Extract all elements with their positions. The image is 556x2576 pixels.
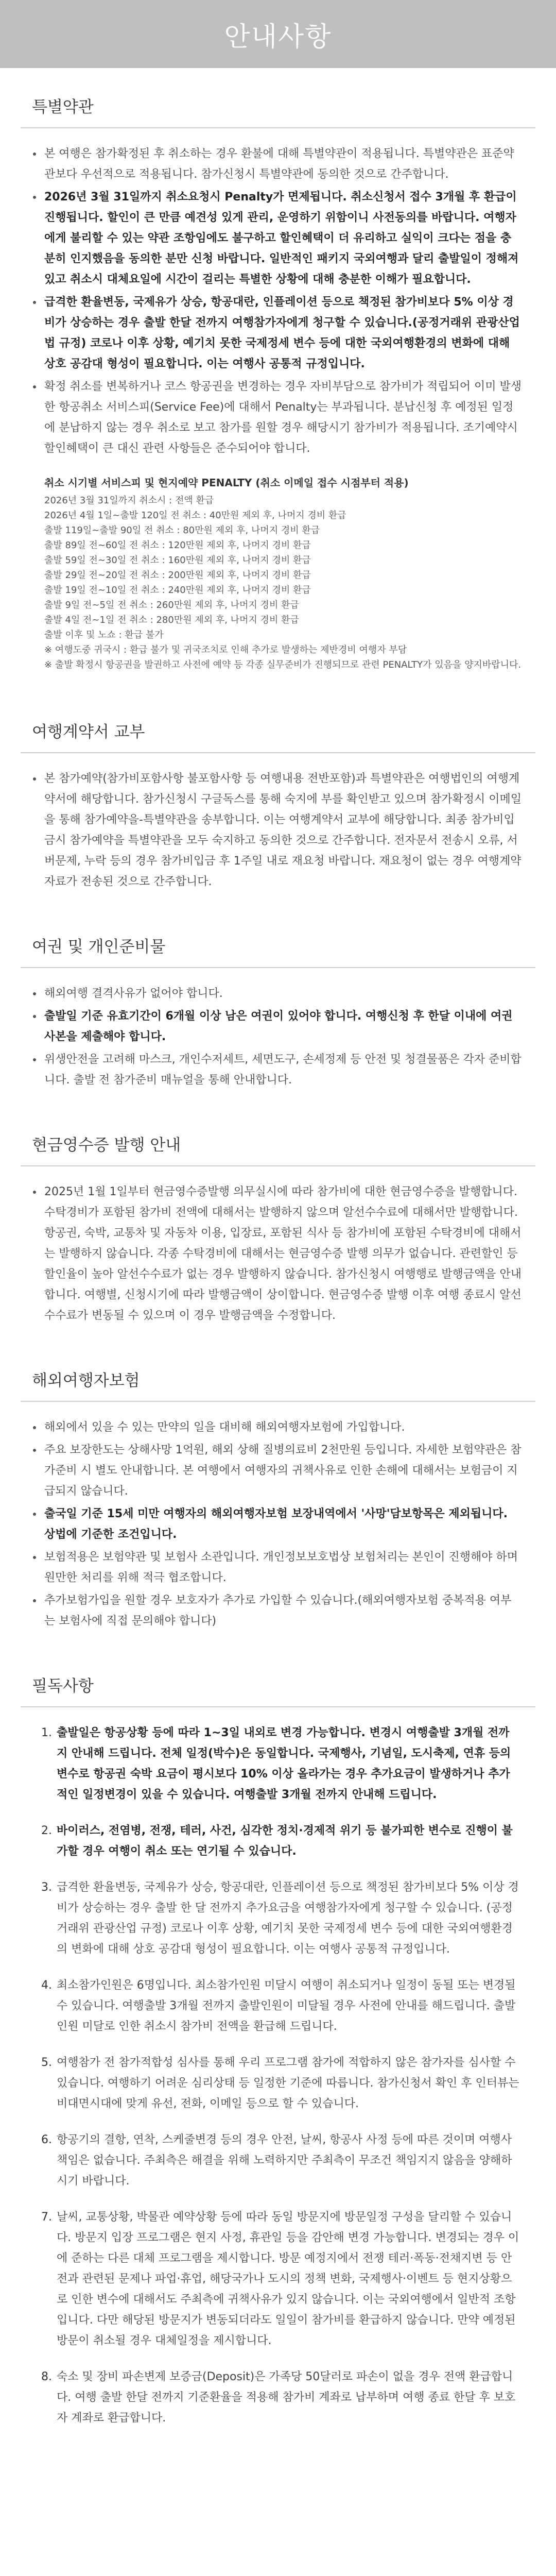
list-item: 주요 보장한도는 상해사망 1억원, 해외 상해 질병의료비 2천만원 등입니다. 자세한 보험약관은 참가준비 시 별도 안내합니다. 본 여행에서 여행자의 귀책사유로 인한 손해에 대해서는 보험금이 지급되지 않습니다.: [44, 1440, 522, 1502]
section-heading: 필독사항: [21, 1673, 535, 1707]
section-heading: 여권 및 개인준비물: [21, 934, 535, 968]
penalty-table: [21, 461, 535, 672]
list-item: 6. 항공기의 결항, 연착, 스케줄변경 등의 경우 안전, 날씨, 항공사 사정 등에 따른 것이며 여행사 책임은 없습니다. 주최측은 해결을 위해 노력하지만 주최측이 무조건 책임지지 않음을 양해하시기 바랍니다.: [41, 2133, 512, 2188]
penalty-line: 출발 89일 전~60일 전 취소 : 120만원 제외 후, 나머지 경비 환급: [44, 540, 311, 551]
penalty-line: 출발 9일 전~5일 전 취소 : 260만원 제외 후, 나머지 경비 환급: [44, 600, 299, 611]
penalty-note: ※ 여행도중 귀국시 : 환급 불가 및 귀국조치로 인해 추가로 발생하는 제반경비 여행자 부담: [44, 645, 407, 655]
list-item: 출국일 기준 15세 미만 여행자의 해외여행자보험 보장내역에서 '사망'담보항목은 제외됩니다. 상법에 기준한 조건입니다.: [44, 1504, 522, 1545]
passport-section: [0, 934, 556, 1091]
list-item: 1. 출발일은 항공상황 등에 따라 1~3일 내외로 변경 가능합니다. 변경시 여행출발 3개월 전까지 안내해 드립니다. 전체 일정(박수)은 동일합니다. 국제행사, 기념일, 도시축제, 연휴 등의 변수로 항공권 숙박 요금이 평시보다 10% 이상 올라가는 경우 추가요금이 발생하거나 추가적인 일정변경이 있을 수 있습니다. 여행출발 3개월 전까지 안내해 드립니다.: [41, 1726, 511, 1801]
list-item: 급격한 환율변동, 국제유가 상승, 항공대란, 인플레이션 등으로 책정된 참가비보다 5% 이상 경비가 상승하는 경우 출발 한달 전까지 여행참가자에게 청구할 수 있습니다.(공정거래위 관광산업법 규정) 코로나 이후 상황, 예기치 못한 국제정세 변수 등에 대한 국외여행환경의 변화에 대해 상호 공감대 형성이 필요합니다. 이는 여행사 공통적 규정입니다.: [44, 292, 522, 375]
section-heading: 특별약관: [21, 94, 535, 128]
list-item: 확정 취소를 변복하거나 코스 항공권을 변경하는 경우 자비부담으로 참가비가 적립되어 이미 발생한 항공취소 서비스피(Service Fee)에 대해서 Penalty는 부과됩니다. 분납신청 후 예정된 일정에 분납하지 않는 경우 취소로 보고 참가를 원할 경우 해당시기 참가비가 적용됩니다. 조기예약시 할인혜택이 큰 대신 관련 사항들은 준수되어야 합니다.: [44, 377, 522, 459]
notices-section: [0, 1673, 556, 2429]
list-item: 해외여행 결격사유가 없어야 합니다.: [44, 984, 522, 1004]
bullet-list: [21, 769, 535, 892]
contract-section: [0, 719, 556, 892]
bullet-list: [21, 1417, 535, 1632]
list-item: 5. 여행참가 전 참가적합성 심사를 통해 우리 프로그램 참가에 적합하지 않은 참가자를 심사할 수 있습니다. 여행하기 어려운 심리상태 등 일정한 기준에 따릅니다. 참가신청서 확인 후 인터뷰는 비대면시대에 맞게 유선, 전화, 이메일 등으로 할 수 있습니다.: [41, 2056, 519, 2110]
bullet-list: [21, 144, 535, 459]
penalty-line: 출발 19일 전~10일 전 취소 : 240만원 제외 후, 나머지 경비 환급: [44, 585, 311, 596]
penalty-line: 2026년 3월 31일까지 취소시 : 전액 환급: [44, 495, 214, 506]
list-item: 본 참가예약(참가비포함사항 불포함사항 등 여행내용 전반포함)과 특별약관은 여행법인의 여행계약서에 해당합니다. 참가신청시 구글독스를 통해 숙지에 부를 확인받고 있으며 참가확정시 이메일을 통해 참가예약을-특별약관을 송부합니다. 이는 여행계약서 교부에 해당합니다. 최종 참가비입금시 참가예약을 특별약관을 모두 숙지하고 동의한 것으로 간주합니다. 전자문서 전송시 오류, 서버문제, 누락 등의 경우 참가비입금 후 1주일 내로 재요청 바랍니다. 재요청이 없는 경우 여행계약 자료가 전송된 것으로 간주합니다.: [44, 769, 522, 892]
section-heading: 현금영수증 발행 안내: [21, 1132, 535, 1166]
penalty-line: 출발 59일 전~30일 전 취소 : 160만원 제외 후, 나머지 경비 환급: [44, 555, 311, 566]
list-item: 7. 날씨, 교통상황, 박물관 예약상황 등에 따라 동일 방문지에 방문일정 구성을 달리할 수 있습니다. 방문지 입장 프로그램은 현지 사정, 휴관일 등을 감안해 변경 가능합니다. 변경되는 경우 이에 준하는 다른 대체 프로그램을 제시합니다. 방문 예정지에서 전쟁 테러·폭동·전채지변 등 안전과 관련된 문제나 파업·휴업, 해당국가나 도시의 정책 변화, 국제행사·이벤트 등 현지상황으로 인한 변수에 대해서도 주최측에 귀책사유가 있지 않습니다. 이는 국외여행에서 일반적 조항입니다. 다만 해당된 방문지가 변동되더라도 일일이 참가비를 환급하지 않습니다. 만약 예정된 방문이 취소될 경우 대체일정을 제시합니다.: [41, 2211, 519, 2347]
numbered-list: [21, 1723, 535, 2429]
section-heading: 여행계약서 교부: [21, 719, 535, 753]
penalty-title: 취소 시기별 서비스피 및 현지예약 PENALTY (취소 이메일 접수 시점부터 적용): [44, 477, 409, 489]
title-banner: [0, 0, 556, 68]
bullet-list: [21, 1182, 535, 1326]
list-item: 해외에서 있을 수 있는 만약의 일을 대비해 해외여행자보험에 가입합니다.: [44, 1417, 522, 1438]
list-item: 위생안전을 고려해 마스크, 개인수저세트, 세면도구, 손세정제 등 안전 및 청결물품은 각자 준비합니다. 출발 전 참가준비 매뉴얼을 통해 안내합니다.: [44, 1049, 522, 1091]
bullet-list: [21, 984, 535, 1091]
list-item: 8. 숙소 및 장비 파손변제 보증금(Deposit)은 가족당 50달러로 파손이 없을 경우 전액 환급합니다. 여행 출발 한달 전까지 기준환율을 적용해 참가비 계좌로 납부하며 여행 종료 한달 후 보호자 계좌로 환급합니다.: [41, 2370, 516, 2425]
special-terms-section: [0, 94, 556, 672]
list-item: 본 여행은 참가확정된 후 취소하는 경우 환불에 대해 특별약관이 적용됩니다. 특별약관은 표준약관보다 우선적으로 적용됩니다. 참가신청시 특별약관에 동의한 것으로 간주합니다.: [44, 144, 522, 185]
section-heading: 해외여행자보험: [21, 1367, 535, 1402]
list-item: 2026년 3월 31일까지 취소요청시 Penalty가 면제됩니다. 취소신청서 접수 3개월 후 환급이 진행됩니다. 할인이 큰 만큼 예견성 있게 관리, 운영하기 위함이니 사전동의를 바랍니다. 여행자에게 불리할 수 있는 약관 조항임에도 불구하고 할인혜택이 더 유리하고 실익이 크다는 점을 충분히 인지했음을 동의한 분만 신청 바랍니다. 일반적인 패키지 국외여행과 달리 출발일이 정해져 있고 취소시 대체요일에 시간이 걸리는 특별한 상황에 대해 충분한 이해가 필요합니다.: [44, 187, 522, 290]
page-title: 안내사항: [224, 21, 332, 53]
list-item: 추가보험가입을 원할 경우 보호자가 추가로 가입할 수 있습니다.(해외여행자보험 중복적용 여부는 보험사에 직접 문의해야 합니다): [44, 1590, 522, 1632]
list-item: 출발일 기준 유효기간이 6개월 이상 남은 여권이 있어야 합니다. 여행신청 후 한달 이내에 여권사본을 제출해야 합니다.: [44, 1006, 522, 1047]
penalty-line: 출발 4일 전~1일 전 취소 : 280만원 제외 후, 나머지 경비 환급: [44, 615, 299, 625]
penalty-note: ※ 출발 확정시 항공권을 발권하고 사전에 예약 등 각종 실무준비가 진행되므로 관련 PENALTY가 있음을 양지바랍니다.: [44, 659, 522, 670]
list-item: 4. 최소참가인원은 6명입니다. 최소참가인원 미달시 여행이 취소되거나 일정이 동될 또는 변경될 수 있습니다. 여행출발 3개월 전까지 출발인원이 미달될 경우 사전에 안내를 해드립니다. 출발인원 미달로 인한 취소시 참가비 전액을 환급해 드립니다.: [41, 1979, 516, 2033]
insurance-section: [0, 1367, 556, 1632]
penalty-line: 출발 이후 및 노쇼 : 환급 불가: [44, 630, 164, 640]
list-item: 3. 급격한 환율변동, 국제유가 상승, 항공대란, 인플레이션 등으로 책정된 참가비보다 5% 이상 경비가 상승하는 경우 출발 한 달 전까지 추가요금을 여행참가자에게 청구할 수 있습니다. (공정거래위 관광산업 규정) 코로나 이후 상황, 예기치 못한 국제정세 변수 등에 대한 국외여행환경의 변화에 대해 상호 공감대 형성이 필요합니다. 이는 여행사 공통적 규정입니다.: [41, 1881, 519, 1956]
penalty-line: 출발 119일~출발 90일 전 취소 : 80만원 제외 후, 나머지 경비 환급: [44, 525, 320, 536]
list-item: 2025년 1월 1일부터 현금영수증발행 의무실시에 따라 참가비에 대한 현금영수증을 발행합니다. 수탁경비가 포함된 참가비 전액에 대해서는 발행하지 않으며 알선수수료에 대해서만 발행합니다. 항공권, 숙박, 교통차 및 자동차 이용, 입장료, 포함된 식사 등 참가비에 포함된 수탁경비에 대해서는 발행하지 않습니다. 각종 수탁경비에 대해서는 현금영수증 발행 의무가 없습니다. 관련할인 등 할인율이 높아 알선수수료가 없는 경우 발행하지 않습니다. 참가신청시 여행행로 발행금액을 안내합니다. 여행별, 신청시기에 따라 발행금액이 상이합니다. 현금영수증 발행 이후 여행 종료시 알선수수료가 변동될 수 있으며 이 경우 발행금액을 수정합니다.: [44, 1182, 522, 1326]
penalty-line: 출발 29일 전~20일 전 취소 : 200만원 제외 후, 나머지 경비 환급: [44, 570, 311, 581]
penalty-line: 2026년 4월 1일~출발 120일 전 취소 : 40만원 제외 후, 나머지 경비 환급: [44, 510, 346, 521]
receipt-section: [0, 1132, 556, 1326]
list-item: 2. 바이러스, 전염병, 전쟁, 테러, 사건, 심각한 정치·경제적 위기 등 불가피한 변수로 진행이 불가할 경우 여행이 취소 또는 연기될 수 있습니다.: [41, 1824, 513, 1858]
list-item: 보험적용은 보험약관 및 보험사 소관입니다. 개인정보보호법상 보험처리는 본인이 진행해야 하며 원만한 처리를 위해 적극 협조합니다.: [44, 1547, 522, 1588]
